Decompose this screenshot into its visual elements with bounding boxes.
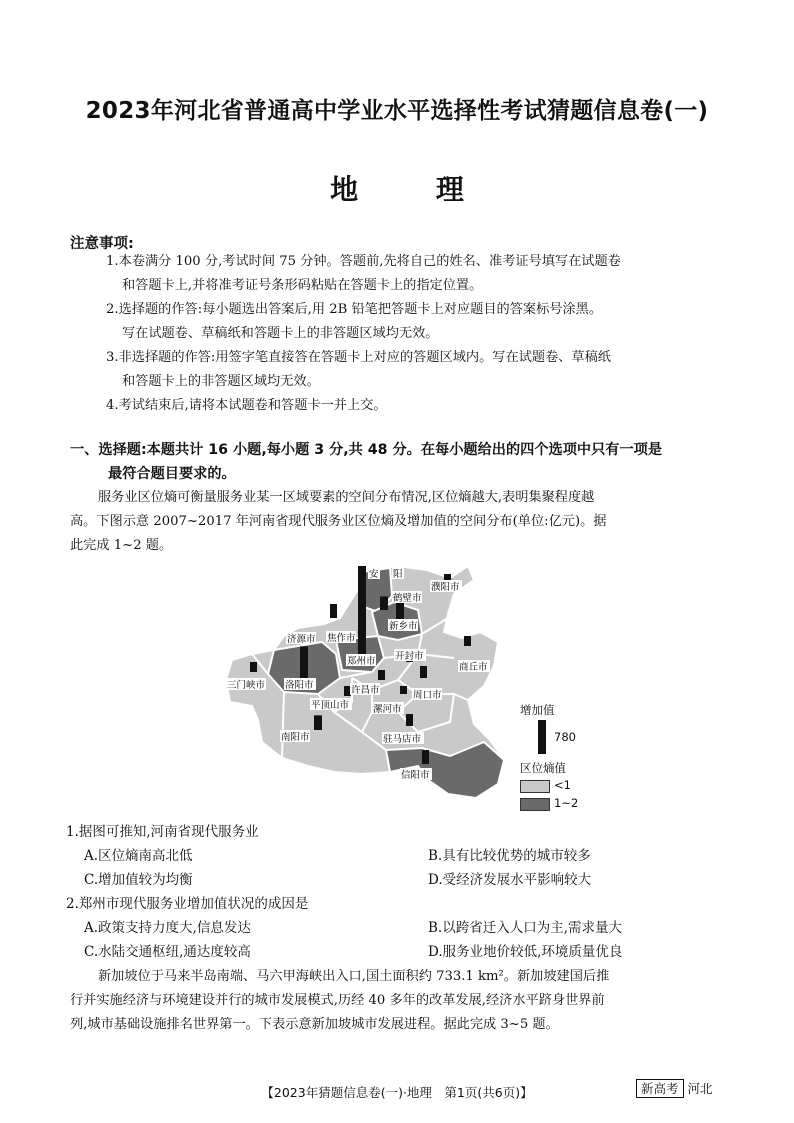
footer-tag (636, 1079, 713, 1097)
subject-title: 地 理 (330, 173, 498, 206)
section-line: 一、选择题:本题共计 16 小题,每小题 3 分,共 48 分。在每小题给出的四个选项中只有一项是 (70, 442, 663, 458)
city-label-sanmenxia: 三门峡市 (227, 680, 266, 691)
city-label-xinyang: 信阳市 (401, 770, 430, 781)
question-1-option-b: B.具有比较优势的城市较多 (428, 848, 591, 864)
question-1-stem: 1.据图可推知,河南省现代服务业 (66, 824, 259, 840)
increase-bar-nanyang (314, 715, 322, 730)
city-label-puyang: 濮阳市 (431, 582, 460, 593)
city-label-shangqiu: 商丘市 (459, 662, 488, 673)
city-label-zhoukou: 周口市 (413, 690, 442, 701)
city-label-yang: 阳 (393, 569, 403, 580)
city-label-pingdingshan: 平顶山市 (311, 700, 350, 711)
legend-increase-title: 增加值 (520, 703, 555, 717)
map-legend (518, 702, 598, 812)
footer-tag-boxed: 新高考 (636, 1079, 684, 1098)
increase-bar-zhengzhou (358, 566, 366, 654)
increase-bar-small-3 (464, 636, 471, 646)
increase-bar-small-1 (330, 604, 337, 618)
passage-line: 列,城市基础设施排名世界第一。下表示意新加坡城市发展进程。据此完成 3~5 题。 (70, 1017, 559, 1032)
question-1-option-a: A.区位熵南高北低 (84, 848, 193, 864)
passage-line: 行并实施经济与环境建设并行的城市发展模式,历经 40 多年的改革发展,经济水平跻身世界前 (70, 993, 605, 1008)
increase-bar-luoyang (300, 646, 308, 678)
notice-line: 4.考试结束后,请将本试题卷和答题卡一并上交。 (106, 398, 387, 413)
passage-line: 此完成 1~2 题。 (70, 538, 173, 553)
notice-heading: 注意事项: (70, 236, 134, 252)
notice-item-4 (106, 394, 742, 418)
notice-item-1 (106, 250, 742, 298)
city-label-jiyuan: 济源市 (287, 634, 316, 645)
passage-2 (70, 965, 740, 1037)
city-label-xinxiang: 新乡市 (389, 621, 418, 632)
city-label-jiaozuo: 焦作市 (327, 633, 356, 644)
notice-item-2 (106, 298, 742, 346)
notice-line: 1.本卷满分 100 分,考试时间 75 分钟。答题前,先将自己的姓名、准考证号填写在试题卷 (106, 254, 621, 269)
city-label-anyang: 安 (369, 569, 379, 580)
notice-line: 2.选择题的作答:每小题选出答案后,用 2B 铅笔把答题卡上对应题目的答案标号涂黑。 (106, 302, 603, 317)
increase-bar-small-4 (250, 662, 257, 672)
section-line: 最符合题目要求的。 (108, 466, 236, 482)
legend-increase-value: 780 (554, 730, 576, 744)
city-label-zhumadian: 驻马店市 (383, 734, 422, 745)
passage-line: 服务业区位熵可衡量服务业某一区域要素的空间分布情况,区位熵越大,表明集聚程度越 (98, 490, 595, 505)
legend-swatch-low (520, 780, 550, 793)
increase-bar-small-8 (400, 686, 407, 694)
legend-lq-high: 1~2 (554, 796, 579, 810)
increase-bar-small-10 (422, 750, 429, 764)
increase-bar-anyang (380, 596, 388, 610)
city-label-luohe: 漯河市 (373, 704, 402, 715)
question-2-option-d: D.服务业地价较低,环境质量优良 (428, 944, 623, 960)
legend-lq-title: 区位熵值 (520, 761, 566, 775)
city-label-xuchang: 许昌市 (351, 685, 380, 696)
footer-tag-region: 河北 (687, 1081, 713, 1096)
city-label-luoyang: 洛阳市 (285, 680, 314, 691)
passage-line: 新加坡位于马来半岛南端、马六甲海峡出入口,国土面积约 733.1 km²。新加坡建国后推 (98, 969, 610, 984)
notice-line: 和答题卡上,并将准考证号条形码粘贴在答题卡上的指定位置。 (122, 278, 483, 293)
legend-lq-low: <1 (554, 778, 571, 792)
city-label-nanyang: 南阳市 (281, 732, 310, 743)
increase-bar-small-7 (420, 666, 427, 678)
legend-swatch-high (520, 798, 550, 811)
question-2-option-c: C.水陆交通枢纽,通达度较高 (84, 944, 251, 960)
city-label-hebi: 鹤壁市 (393, 593, 422, 604)
increase-bar-small-5 (378, 670, 385, 680)
notice-line: 3.非选择题的作答:用签字笔直接答在答题卡上对应的答题区域内。写在试题卷、草稿纸 (106, 350, 611, 365)
notice-line: 和答题卡上的非答题区域均无效。 (122, 374, 320, 389)
increase-bar-small-9 (406, 714, 413, 726)
question-2-option-a: A.政策支持力度大,信息发达 (84, 920, 251, 936)
city-label-kaifeng: 开封市 (395, 651, 424, 662)
passage-1 (70, 486, 740, 558)
question-2-stem: 2.郑州市现代服务业增加值状况的成因是 (66, 896, 309, 912)
page-footer: 【2023年猜题信息卷(一)·地理 第1页(共6页)】 (261, 1085, 533, 1100)
question-1-option-d: D.受经济发展水平影响较大 (428, 872, 592, 888)
question-2-option-b: B.以跨省迁入人口为主,需求量大 (428, 920, 623, 936)
notice-line: 写在试题卷、草稿纸和答题卡上的非答题区域均无效。 (122, 326, 439, 341)
legend-bar-sample (538, 720, 546, 754)
exam-title: 2023年河北省普通高中学业水平选择性考试猜题信息卷(一) (85, 98, 709, 124)
question-1-option-c: C.增加值较为均衡 (84, 872, 193, 888)
passage-line: 高。下图示意 2007~2017 年河南省现代服务业区位熵及增加值的空间分布(单位:亿元)。据 (70, 514, 607, 529)
increase-bar-small-6 (344, 686, 351, 696)
notice-item-3 (106, 346, 742, 394)
city-label-zhengzhou: 郑州市 (347, 656, 376, 667)
section-heading (70, 438, 740, 486)
